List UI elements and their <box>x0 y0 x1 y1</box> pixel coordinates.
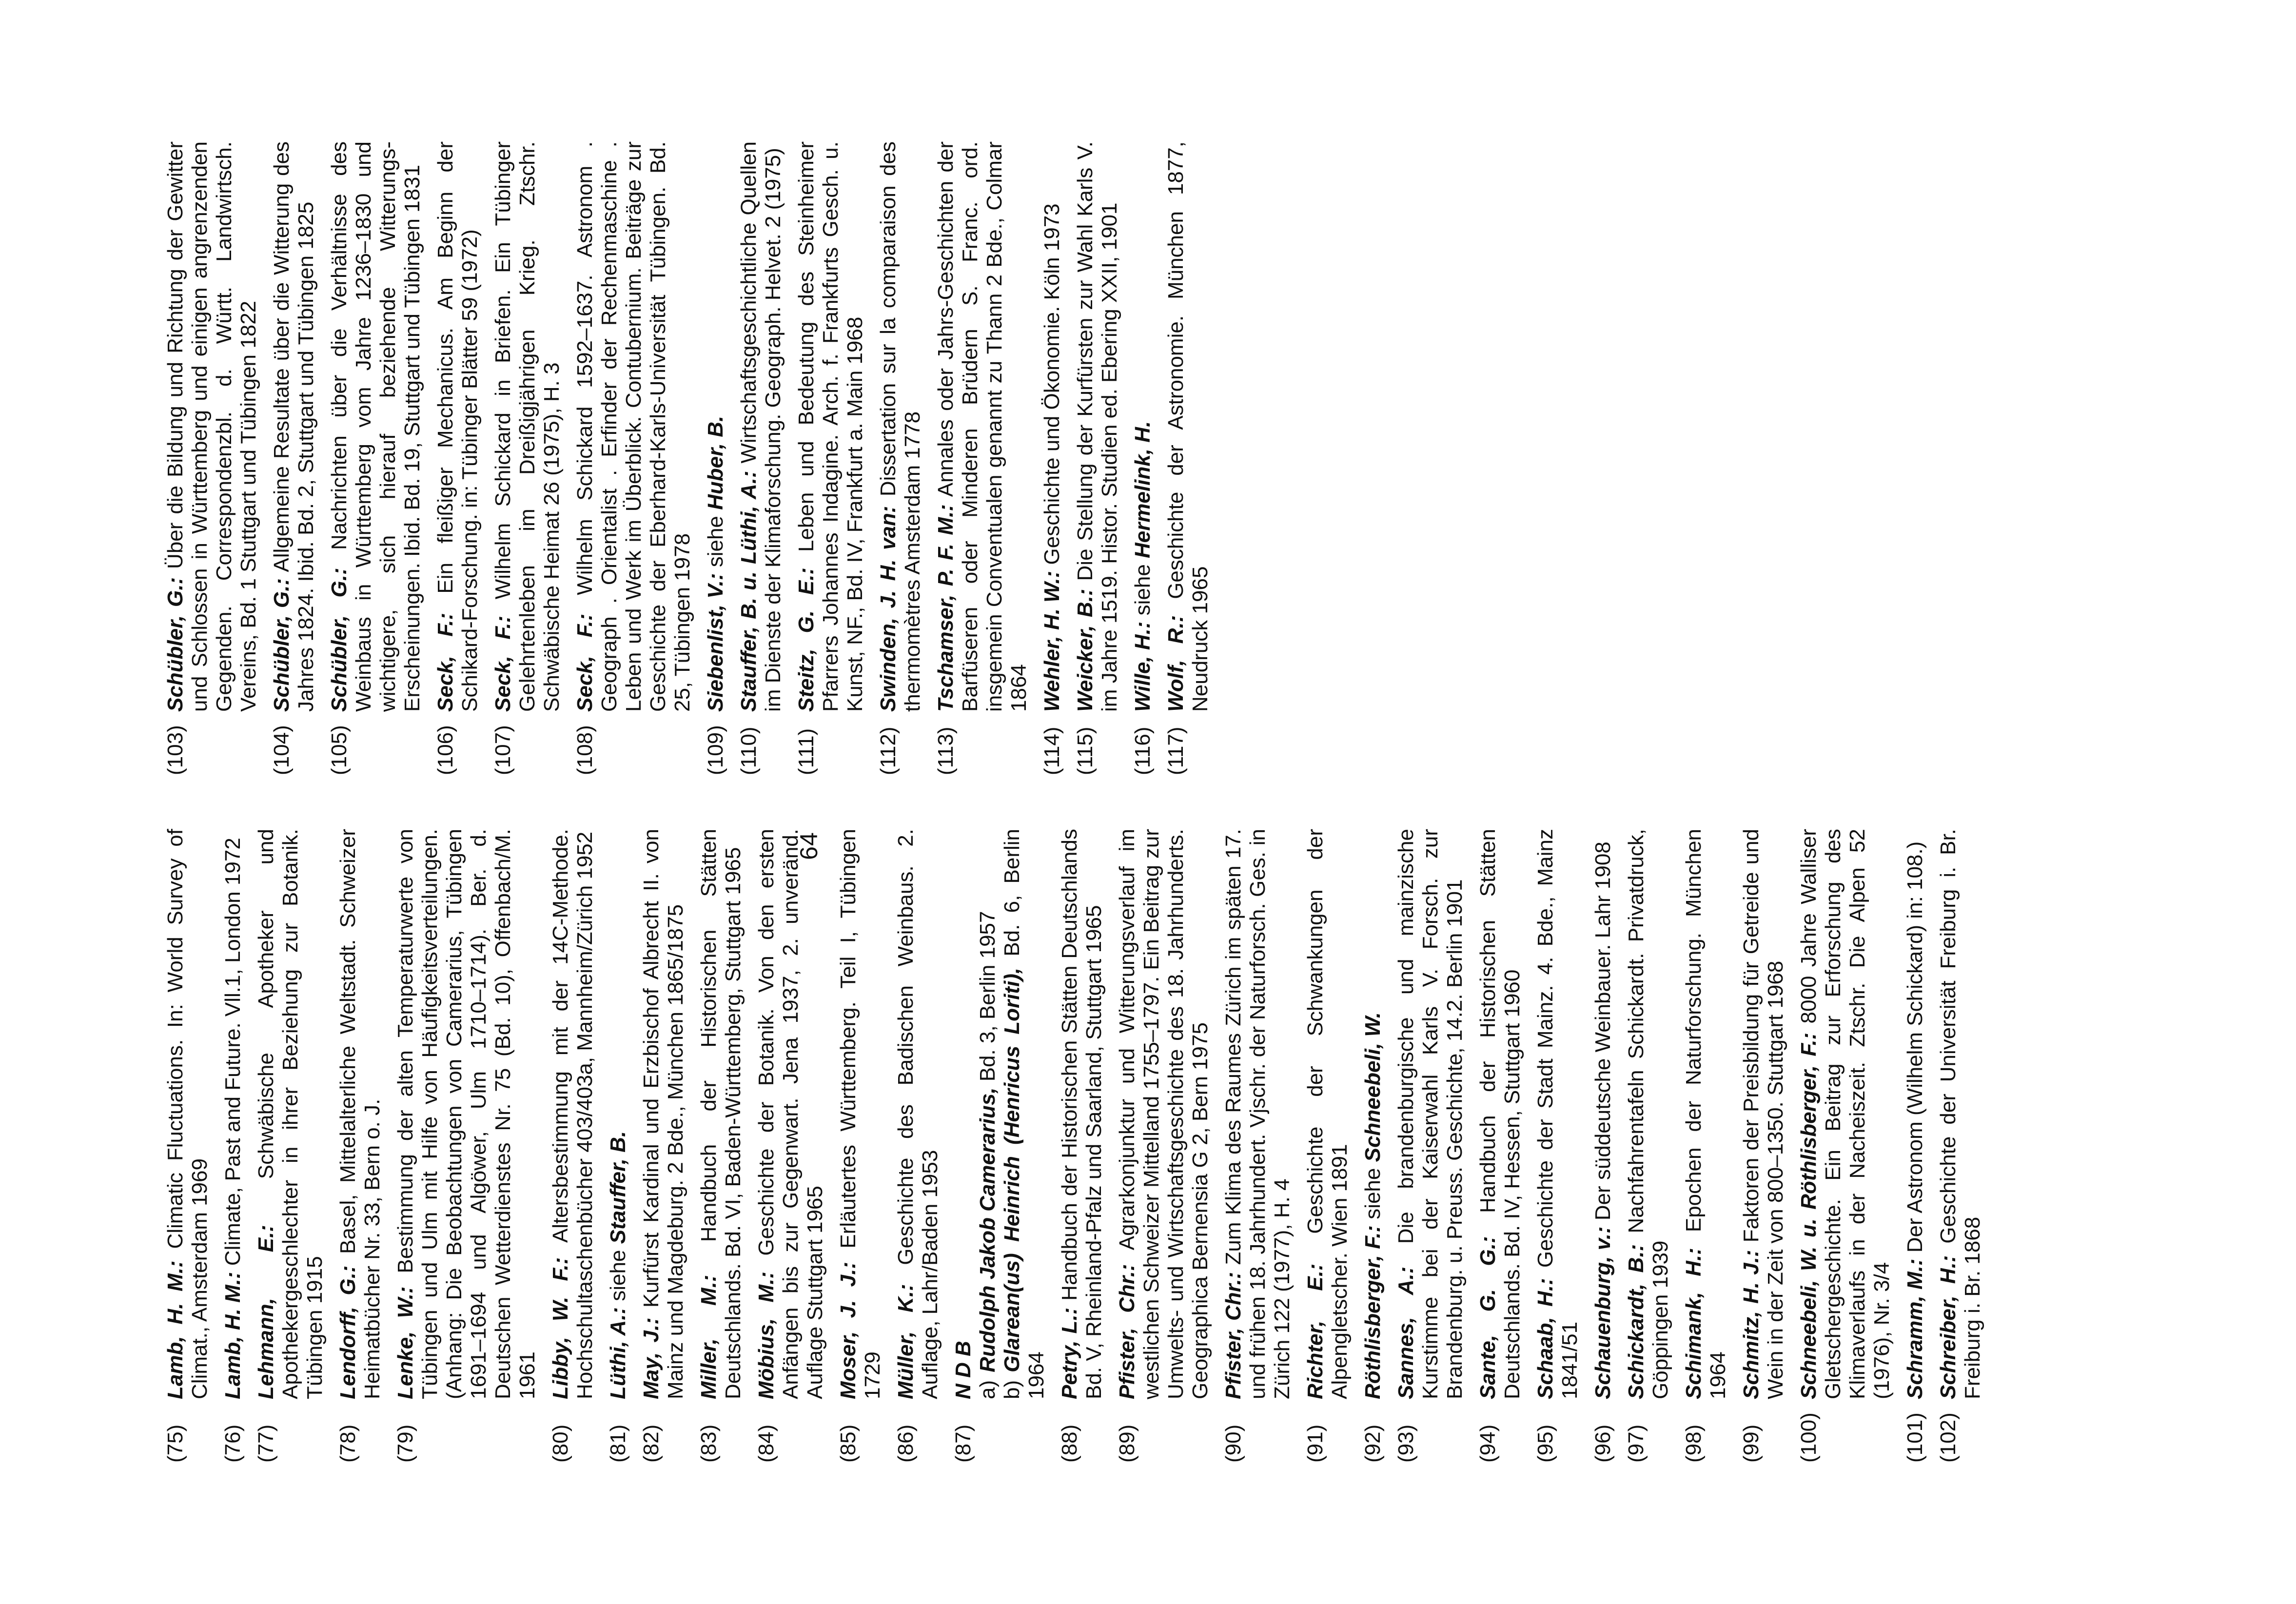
entry-number: (77) <box>254 1424 278 1463</box>
sub-item-text: Bd. 3, Berlin 1957 <box>976 911 1000 1088</box>
entry-number: (98) <box>1682 1424 1706 1463</box>
entry-author: Schübler, G.: <box>327 567 351 712</box>
entry-text: Dissertation sur la comparaison des thermomètres Amsterdam 1778 <box>876 141 924 712</box>
entry-number: (108) <box>573 725 597 775</box>
entry-text: Der süddeutsche Weinbauer. Lahr 1908 <box>1591 841 1615 1227</box>
entry-text: Ein fleißiger Mechanicus. Am Beginn der Schikard-Forschung. in: Tübinger Blätter 59 (1972) <box>433 141 482 712</box>
entry-author: Seck, F.: <box>433 612 457 712</box>
entry-text: Geschichte der Schwankungen der Alpengletscher. Wien 1891 <box>1303 829 1352 1399</box>
entry-text: Basel, Mittelalterliche Weltstadt. Schweizer Heimatbücher Nr. 33, Bern o. J. <box>336 829 384 1399</box>
bibliography-entry <box>639 829 688 1463</box>
entry-author: Lamb, H. M.: <box>163 1260 187 1399</box>
entry-text: Epochen der Naturforschung. München 1964 <box>1682 828 1730 1399</box>
bibliography-entry <box>254 829 327 1463</box>
entry-number: (95) <box>1533 1424 1557 1463</box>
entry-text: Geschichte der Universität Freiburg i. Br. Freiburg i. Br. 1868 <box>1936 829 1984 1399</box>
entry-author: Möbius, M.: <box>754 1271 778 1399</box>
entry-text: Leben und Bedeutung des Steinheimer Pfarrers Johannes Indagine. Arch. f. Frankfurts Gesch. u. Kunst, NF., Bd. IV, Frankfurt a. Main 1968 <box>794 141 867 712</box>
entry-author: Weicker, B.: <box>1073 588 1097 712</box>
entry-number: (102) <box>1936 1412 1960 1463</box>
entry-number: (85) <box>836 1424 860 1463</box>
bibliography-entry <box>606 829 630 1463</box>
entry-author: Schübler, G.: <box>163 577 187 712</box>
entry-text: siehe <box>606 1244 630 1308</box>
entry-author: Schimank, H.: <box>1682 1248 1706 1399</box>
entry-number: (79) <box>393 1424 417 1463</box>
entry-text: Die brandenburgische und mainzische Kurstimme bei der Kaiserwahl Karls V. Forsch. zur Brandenburg. u. Preuss. Geschichte, 14.2. Berlin 1901 <box>1394 829 1467 1399</box>
entry-number: (80) <box>549 1424 572 1463</box>
bibliography-entry <box>894 829 942 1463</box>
entry-author: Sante, G. G.: <box>1476 1236 1500 1399</box>
entry-number: (75) <box>163 1424 187 1463</box>
bibliography-entry <box>573 141 695 775</box>
entry-text: Agrarkonjunktur und Witterungsverlauf im westlichen Schweizer Mittelland 1755–1797. Ein Beitrag zur Umwelts- und Wirtschaftsgeschichte des 18. Jahrhunderts. Geographica Bernensia G 2, Bern 1975 <box>1115 828 1212 1399</box>
bibliography-entry <box>951 829 1049 1463</box>
bibliography-entry <box>836 829 885 1463</box>
bibliography-entry <box>393 829 540 1463</box>
entry-number: (78) <box>336 1424 360 1463</box>
bibliography-entry <box>1164 141 1213 775</box>
entry-cross-reference: Schneebeli, W. <box>1361 1012 1385 1162</box>
entry-text: Geschichte der Stadt Mainz. 4. Bde., Mainz 1841/51 <box>1533 829 1582 1399</box>
bibliography-entry <box>1115 829 1213 1463</box>
bibliography-entry <box>1624 829 1673 1463</box>
entry-text: Altersbestimmung mit der 14C-Methode. Hochschultaschenbücher 403/403a, Mannheim/Zürich 1952 <box>549 829 597 1399</box>
bibliography-entry <box>1903 829 1927 1463</box>
bibliography-entry <box>1591 829 1615 1463</box>
entry-number: (115) <box>1073 726 1097 775</box>
bibliography-entry <box>1040 141 1064 775</box>
entry-text: Nachfahrentafeln Schickardt. Privatdruck, Göppingen 1939 <box>1624 829 1672 1399</box>
bibliography-entry <box>704 141 728 775</box>
entry-text: Climatic Fluctuations. In: World Survey of Climat., Amsterdam 1969 <box>163 829 212 1399</box>
entry-text: Kurfürst Kardinal und Erzbischof Albrecht II. von Mainz und Magdeburg. 2 Bde., München 1865/1875 <box>639 829 687 1399</box>
entry-text: 8000 Jahre Walliser Gletschergeschichte. Ein Beitrag zur Erforschung des Klimaverlaufs in der Nacheiszeit. Ztschr. Die Alpen 52 (1976), Nr. 3/4 <box>1797 828 1894 1399</box>
entry-author: Schramm, M.: <box>1903 1258 1927 1399</box>
entry-text: Über die Bildung und Richtung der Gewitter und Schlossen in Württemberg und einigen angrenzenden Gegenden. Correspondenzbl. d. Württ. Landwirtsch. Vereins, Bd. 1 Stuttgart und Tübingen 1822 <box>163 141 260 712</box>
bibliography-entry <box>794 141 867 775</box>
entry-author: Lüthi, A.: <box>606 1307 630 1399</box>
entry-number: (93) <box>1394 1424 1418 1463</box>
left-column <box>163 829 1994 1463</box>
entry-number: (94) <box>1476 1424 1500 1463</box>
sub-item-title: Glarean(us) Heinrich (Henricus Loriti), <box>1000 967 1024 1372</box>
bibliography-entry <box>1797 829 1894 1463</box>
entry-number: (100) <box>1797 1412 1821 1463</box>
bibliography-entry <box>1936 829 1985 1463</box>
entry-number: (97) <box>1624 1424 1648 1463</box>
entry-author: Schmitz, H. J.: <box>1739 1250 1763 1399</box>
entry-number: (84) <box>754 1424 778 1463</box>
entry-cross-reference: Huber, B. <box>704 415 727 510</box>
entry-author: Libby, W. F.: <box>549 1257 572 1399</box>
entry-sub-item <box>1000 829 1049 1399</box>
entry-number: (101) <box>1903 1412 1927 1463</box>
bibliography-entry <box>754 829 827 1463</box>
entry-author: N D B <box>951 1341 975 1399</box>
entry-number: (90) <box>1221 1424 1245 1463</box>
bibliography-entry <box>737 141 785 775</box>
entry-author: Sannes, A.: <box>1394 1266 1418 1399</box>
entry-text: Faktoren der Preisbildung für Getreide und Wein in der Zeit von 800–1350. Stuttgart 1968 <box>1739 828 1787 1399</box>
entry-author: Röthlisberger, F.: <box>1361 1225 1385 1399</box>
bibliography-entry <box>1533 829 1582 1463</box>
entry-author: Schauenburg, v.: <box>1591 1226 1615 1399</box>
sub-item-text: Bd. 6, Berlin 1964 <box>1000 829 1048 1399</box>
entry-number: (99) <box>1739 1424 1763 1463</box>
bibliography-entry <box>221 829 245 1463</box>
bibliography-entry <box>1361 829 1385 1463</box>
entry-author: Lendorff, G.: <box>336 1265 360 1399</box>
entry-author: Miller, M.: <box>697 1274 721 1399</box>
entry-author: Wehler, H. W.: <box>1040 570 1064 712</box>
entry-text: Allgemeine Resultate über die Witterung des Jahres 1824. Ibid. Bd. 2, Stuttgart und Tübingen 1825 <box>270 141 318 712</box>
sub-item-title: Rudolph Jakob Camerarius, <box>976 1087 1000 1372</box>
bibliography-entry <box>1303 829 1352 1463</box>
entry-number: (89) <box>1115 1424 1139 1463</box>
entry-text: siehe <box>1131 558 1155 622</box>
sub-item-label: a) <box>976 1380 1000 1399</box>
entry-number: (76) <box>221 1424 245 1463</box>
bibliography-entry <box>1476 829 1525 1463</box>
entry-number: (111) <box>794 728 818 775</box>
entry-number: (87) <box>951 1424 975 1463</box>
bibliography-entry <box>876 141 925 775</box>
entry-number: (106) <box>433 725 457 775</box>
entry-cross-reference: Hermelink, H. <box>1131 421 1155 558</box>
entry-author: Siebenlist, V.: <box>704 573 727 712</box>
entry-number: (103) <box>163 725 187 775</box>
entry-number: (104) <box>270 725 294 775</box>
entry-text: Zum Klima des Raumes Zürich im späten 17. und frühen 18. Jahrhundert. Vjschr. der Naturforsch. Ges. in Zürich 122 (1977), H. 4 <box>1221 828 1294 1399</box>
right-column <box>163 141 1221 775</box>
bibliography-entry <box>1131 141 1155 775</box>
entry-author: Schübler, G.: <box>270 578 294 712</box>
entry-text: Nachrichten über die Verhältnisse des Weinbaus in Württemberg vom Jahre 1236–1830 und wichtigere, sich hierauf beziehende Witterungs-Erscheinungen. Ibid. Bd. 19, Stuttgart und Tübingen 1831 <box>327 141 424 712</box>
entry-text: Handbuch der Historischen Stätten Deutschlands. Bd. IV, Hessen, Stuttgart 1960 <box>1476 829 1524 1399</box>
page-number: 64 <box>795 832 823 860</box>
entry-sub-item <box>976 829 1000 1399</box>
entry-author: Pfister, Chr.: <box>1221 1271 1245 1399</box>
entry-author: Schneebeli, W. u. Röthlisberger, F.: <box>1797 1032 1821 1399</box>
bibliography-entry <box>163 141 261 775</box>
entry-author: Petry, L.: <box>1058 1307 1081 1399</box>
entry-number: (117) <box>1164 726 1188 775</box>
bibliography-entry <box>934 141 1031 775</box>
entry-author: Seck, F.: <box>491 615 515 712</box>
entry-text: Handbuch der Historischen Stätten Deutschlands. Bd. VI, Baden-Württemberg, Stuttgart 1965 <box>697 829 745 1399</box>
entry-author: Wolf, R.: <box>1164 615 1188 712</box>
entry-author: Stauffer, B. u. Lüthi, A.: <box>737 470 761 712</box>
bibliography-entry <box>549 829 597 1463</box>
entry-number: (110) <box>737 726 761 775</box>
entry-number: (109) <box>704 725 727 775</box>
bibliography-entry <box>1394 829 1467 1463</box>
entry-number: (114) <box>1040 726 1064 775</box>
entry-author: Lamb, H. M.: <box>221 1271 245 1399</box>
entry-author: Lenke, W.: <box>393 1286 417 1399</box>
entry-text: Schwäbische Apotheker und Apothekergeschlechter in ihrer Beziehung zur Botanik. Tübingen 1915 <box>254 829 327 1399</box>
entry-text: Der Astronom (Wilhelm Schickard) in: 108.) <box>1903 841 1927 1259</box>
bibliography-entry <box>163 829 212 1463</box>
entry-text: Geschichte des Badischen Weinbaus. 2. Auflage, Lahr/Baden 1953 <box>894 829 942 1399</box>
bibliography-entry <box>1058 829 1106 1463</box>
bibliography-entry <box>433 141 482 775</box>
entry-author: Schaab, H.: <box>1533 1278 1557 1399</box>
entry-number: (82) <box>639 1424 663 1463</box>
entry-text: Wilhelm Schickard 1592–1637. Astronom . Geograph . Orientalist . Erfinder der Rechenmaschine . Leben und Werk im Überblick. Contubernium. Beiträge zur Geschichte der Eberhard-Karls-Universität Tübingen. Bd. 25, Tübingen 1978 <box>573 141 694 712</box>
bibliography-entry <box>1682 829 1730 1463</box>
entry-author: Schreiber, H.: <box>1936 1255 1960 1399</box>
sub-item-label: b) <box>1000 1380 1024 1399</box>
bibliography-entry <box>336 829 385 1463</box>
entry-text: Geschichte der Astronomie. München 1877, Neudruck 1965 <box>1164 141 1212 712</box>
entry-text: Erläutertes Württemberg. Teil I, Tübingen 1729 <box>836 829 884 1399</box>
entry-number: (81) <box>606 1424 630 1463</box>
entry-text: Wirtschaftsgeschichtliche Quellen im Dienste der Klimaforschung. Geograph. Helvet. 2 (1975) <box>737 141 785 712</box>
entry-number: (116) <box>1131 726 1155 775</box>
entry-number: (105) <box>327 725 351 775</box>
entry-text: Geschichte und Ökonomie. Köln 1973 <box>1040 203 1064 571</box>
entry-author: Swinden, J. H. van: <box>876 506 900 712</box>
entry-author: Müller, K.: <box>894 1284 918 1399</box>
entry-author: Lehmann, E.: <box>254 1225 278 1399</box>
entry-author: Tschamser, P. F. M.: <box>934 504 958 712</box>
bibliography-entry <box>270 141 318 775</box>
entry-author: May, J.: <box>639 1317 663 1399</box>
entry-author: Moser, J. J.: <box>836 1262 860 1399</box>
entry-number: (107) <box>491 725 515 775</box>
entry-text: Bestimmung der alten Temperaturwerte von Tübingen und Ulm mit Hilfe von Häufigkeitsverteilungen. (Anhang: Die Beobachtungen von Camerarius, Tübingen 1691–1694 und Algöwer, Ulm 1710–1714). Ber. d. Deutschen Wetterdienstes Nr. 75 (Bd. 10), Offenbach/M. 1961 <box>393 829 539 1399</box>
entry-author: Pfister, Chr.: <box>1115 1264 1139 1399</box>
entry-number: (91) <box>1303 1424 1327 1463</box>
entry-author: Richter, E.: <box>1303 1263 1327 1399</box>
entry-number: (83) <box>697 1424 721 1463</box>
entry-number: (88) <box>1058 1424 1081 1463</box>
entry-text: siehe <box>704 509 727 573</box>
bibliography-entry <box>1739 829 1788 1463</box>
entry-number: (113) <box>934 726 958 775</box>
bibliography-entry <box>1073 141 1122 775</box>
entry-author: Wille, H.: <box>1131 621 1155 712</box>
entry-text: Climate, Past and Future. Vll.1, London 1972 <box>221 838 245 1272</box>
entry-text: siehe <box>1361 1162 1385 1226</box>
bibliography-entry <box>697 829 746 1463</box>
entry-author: Steitz, G. E.: <box>794 567 818 712</box>
entry-text: Annales oder Jahrs-Geschichten der Barfüseren oder Minderen Brüdern S. Franc. ord. insgemein Conventualen genannt zu Thann 2 Bde., Colmar 1864 <box>934 141 1031 712</box>
entry-number: (96) <box>1591 1424 1615 1463</box>
entry-author: Seck, F.: <box>573 613 597 712</box>
bibliography-entry <box>491 141 564 775</box>
entry-text: Die Stellung der Kurfürsten zur Wahl Karls V. im Jahre 1519. Histor. Studien ed. Ebering XXII, 1901 <box>1073 141 1121 712</box>
entry-author: Schickardt, B.: <box>1624 1244 1648 1399</box>
entry-text: Handbuch der Historischen Stätten Deutschlands Bd. V, Rheinland-Pfalz und Saarland, Stuttgart 1965 <box>1058 828 1106 1399</box>
entry-text: Wilhelm Schickard in Briefen. Ein Tübinger Gelehrtenleben im Dreißigjährigen Krieg. Ztschr. Schwäbische Heimat 26 (1975), H. 3 <box>491 141 564 712</box>
entry-number: (112) <box>876 726 900 775</box>
entry-number: (86) <box>894 1424 918 1463</box>
entry-text: Geschichte der Botanik. Von den ersten Anfängen bis zur Gegenwart. Jena 1937, 2. unveränd. Auflage Stuttgart 1965 <box>754 829 827 1399</box>
entry-cross-reference: Stauffer, B. <box>606 1131 630 1244</box>
entry-number: (92) <box>1361 1424 1385 1463</box>
bibliography-entry <box>327 141 425 775</box>
bibliography-entry <box>1221 829 1295 1463</box>
